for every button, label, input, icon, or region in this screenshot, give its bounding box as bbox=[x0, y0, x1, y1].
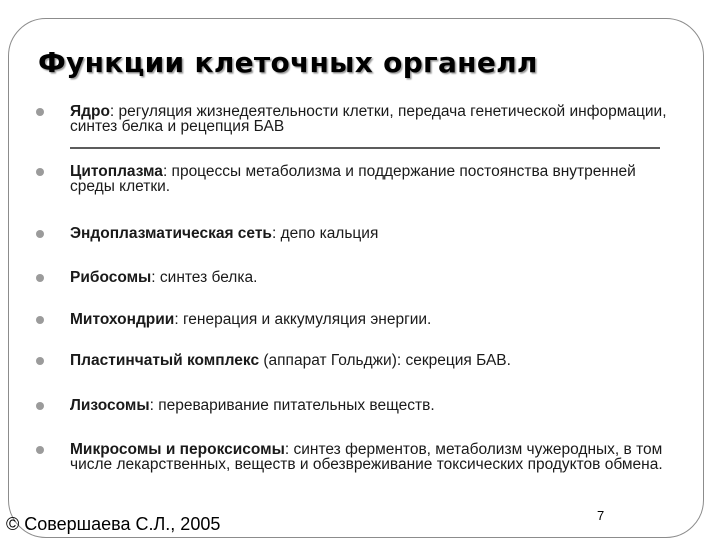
bullet-dot-icon bbox=[36, 402, 44, 410]
title-underline bbox=[70, 147, 660, 149]
bullet-dot-icon bbox=[36, 274, 44, 282]
list-item bbox=[30, 270, 670, 285]
copyright-footer: © Совершаева С.Л., 2005 bbox=[6, 514, 221, 534]
item-description: : регуляция жизнедеятельности клетки, передача генетической информации, синтез белка и рецепция БАВ bbox=[70, 103, 667, 135]
item-description: : синтез ферментов, метаболизм чужеродных, в том числе лекарственных, веществ и обезвреживание токсических продуктов обмена. bbox=[70, 441, 663, 473]
item-text bbox=[70, 398, 670, 413]
item-text bbox=[70, 312, 670, 327]
item-text bbox=[70, 270, 670, 285]
page-number: 7 bbox=[597, 508, 605, 523]
slide-title: Функции клеточных органелл bbox=[38, 46, 538, 79]
item-term: Пластинчатый комплекс bbox=[70, 352, 260, 369]
item-term: Лизосомы bbox=[70, 397, 150, 414]
bullet-dot-icon bbox=[36, 230, 44, 238]
item-text bbox=[70, 226, 670, 241]
bullet-dot-icon bbox=[36, 446, 44, 454]
item-term: Митохондрии bbox=[70, 311, 175, 328]
item-description: (аппарат Гольджи): секреция БАВ. bbox=[259, 352, 511, 369]
item-description: : депо кальция bbox=[271, 225, 379, 242]
item-description: : синтез белка. bbox=[151, 269, 258, 286]
list-item bbox=[30, 312, 670, 327]
item-description: : генерация и аккумуляция энергии. bbox=[174, 311, 432, 328]
bullet-dot-icon bbox=[36, 108, 44, 116]
list-item bbox=[30, 164, 670, 194]
item-term: Рибосомы bbox=[70, 269, 152, 286]
bullet-dot-icon bbox=[36, 168, 44, 176]
item-term: Микросомы и пероксисомы bbox=[70, 441, 285, 458]
bullet-dot-icon bbox=[36, 357, 44, 365]
item-term: Эндоплазматическая сеть bbox=[70, 225, 272, 242]
item-term: Цитоплазма bbox=[70, 163, 163, 180]
item-description: : процессы метаболизма и поддержание постоянства внутренней среды клетки. bbox=[70, 163, 636, 195]
list-item bbox=[30, 353, 670, 368]
item-text bbox=[70, 442, 670, 472]
list-item bbox=[30, 398, 670, 413]
item-description: : переваривание питательных веществ. bbox=[149, 397, 435, 414]
item-text bbox=[70, 353, 670, 368]
list-item bbox=[30, 226, 670, 241]
list-item bbox=[30, 104, 670, 134]
bullet-dot-icon bbox=[36, 316, 44, 324]
item-text bbox=[70, 164, 670, 194]
item-term: Ядро bbox=[70, 103, 110, 120]
item-text bbox=[70, 104, 670, 134]
list-item bbox=[30, 442, 670, 472]
